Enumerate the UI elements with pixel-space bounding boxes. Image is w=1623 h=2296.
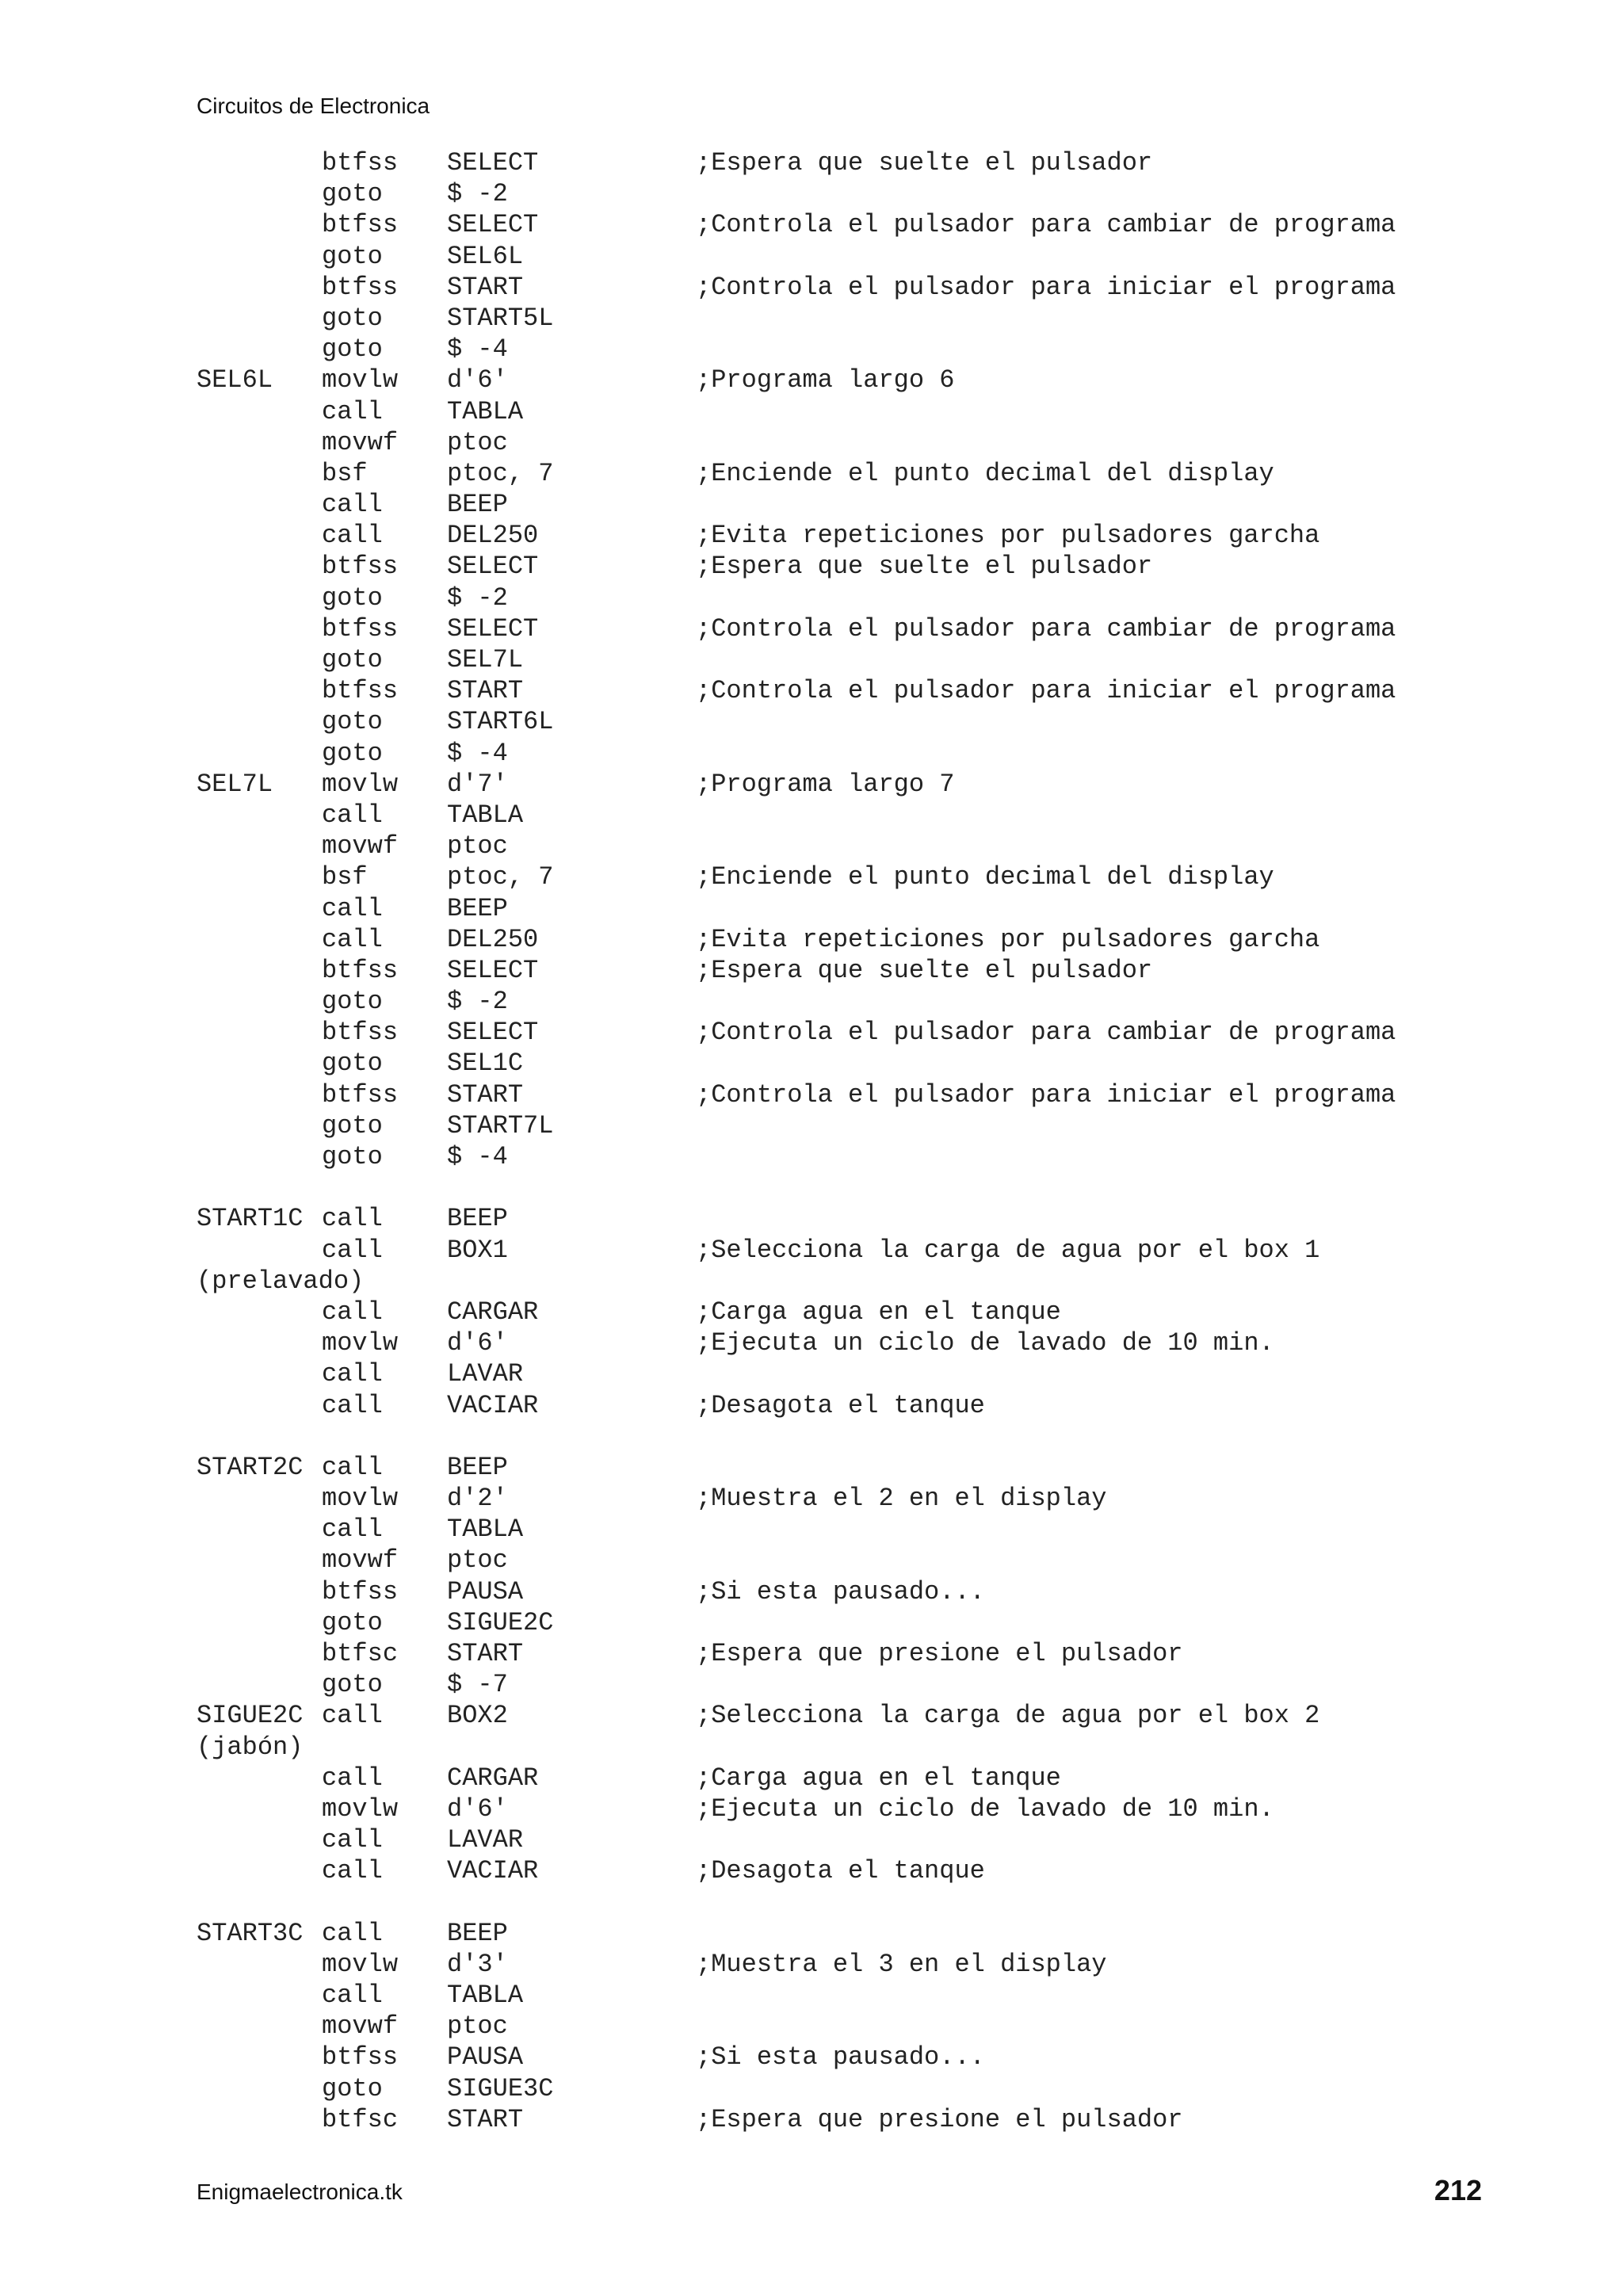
code-line [197, 986, 1512, 1017]
code-label [197, 1669, 322, 1700]
code-label [197, 1980, 322, 2011]
code-comment: ;Programa largo 6 [696, 365, 955, 395]
code-operand: START6L [447, 707, 554, 737]
code-mnemonic: btfss [322, 2042, 399, 2073]
code-operand: BEEP [447, 1918, 508, 1948]
code-line [197, 209, 1512, 240]
code-label [197, 1514, 322, 1545]
code-mnemonic: goto [322, 707, 383, 737]
code-label [197, 1576, 322, 1607]
code-line [197, 675, 1512, 706]
code-mnemonic: call [322, 1390, 383, 1420]
code-line [197, 1607, 1512, 1638]
code-operand: $ -4 [447, 334, 508, 365]
code-mnemonic: goto [322, 583, 383, 613]
code-label [197, 1545, 322, 1576]
code-comment: ;Espera que suelte el pulsador [696, 148, 1153, 178]
code-operand: START7L [447, 1110, 554, 1140]
code-mnemonic: call [322, 1981, 383, 2011]
code-label [197, 1297, 322, 1328]
code-operand: START [447, 1639, 524, 1668]
code-operand: $ -2 [447, 179, 508, 209]
code-label: START2C [197, 1452, 304, 1482]
code-mnemonic: btfss [322, 1079, 399, 1110]
code-comment: ;Espera que suelte el pulsador [696, 955, 1153, 985]
code-label [197, 1483, 322, 1514]
code-label [197, 1235, 322, 1266]
code-label [197, 1328, 322, 1358]
code-label [197, 1048, 322, 1079]
code-operand: SEL7L [447, 645, 524, 674]
code-operand: SELECT [447, 210, 539, 240]
code-comment: ;Selecciona la carga de agua por el box 2 [696, 1701, 1320, 1731]
code-operand: DEL250 [447, 521, 539, 551]
code-mnemonic: btfss [322, 148, 399, 178]
code-label [197, 209, 322, 240]
code-continuation: (prelavado) [197, 1266, 365, 1296]
code-mnemonic: movlw [322, 1484, 399, 1514]
code-comment: ;Enciende el punto decimal del display [696, 862, 1274, 892]
code-comment: ;Enciende el punto decimal del display [696, 458, 1274, 488]
code-label [197, 1887, 322, 1918]
code-mnemonic: goto [322, 738, 383, 768]
code-line [197, 1017, 1512, 1048]
code-operand: PAUSA [447, 1576, 524, 1606]
code-comment: ;Controla el pulsador para cambiar de programa [696, 210, 1396, 240]
code-line [197, 2073, 1512, 2104]
code-label [197, 334, 322, 365]
code-line [197, 303, 1512, 334]
code-operand: ptoc [447, 2011, 508, 2042]
footer-site: Enigmaelectronica.tk [197, 2179, 403, 2204]
code-label [197, 738, 322, 769]
code-operand: SELECT [447, 955, 539, 985]
code-label [197, 551, 322, 582]
code-label [197, 1079, 322, 1110]
code-line [197, 1141, 1512, 1172]
code-operand: TABLA [447, 1981, 524, 2011]
code-mnemonic: goto [322, 1110, 383, 1140]
code-comment: ;Ejecuta un ciclo de lavado de 10 min. [696, 1794, 1274, 1824]
code-operand: START5L [447, 303, 554, 333]
code-label [197, 1763, 322, 1794]
code-label [197, 1421, 322, 1452]
code-operand: $ -4 [447, 738, 508, 768]
code-mnemonic: goto [322, 1049, 383, 1079]
code-line [197, 1669, 1512, 1700]
code-listing [197, 147, 1512, 2135]
code-label [197, 706, 322, 737]
code-line [197, 924, 1512, 955]
code-line [197, 706, 1512, 737]
code-label [197, 396, 322, 427]
code-mnemonic: call [322, 1204, 383, 1234]
code-line [197, 1328, 1512, 1358]
code-comment: ;Muestra el 3 en el display [696, 1949, 1107, 1979]
code-line [197, 1266, 1512, 1297]
code-line [197, 1235, 1512, 1266]
code-label [197, 178, 322, 209]
code-operand: CARGAR [447, 1297, 539, 1327]
code-line [197, 396, 1512, 427]
code-label [197, 1855, 322, 1886]
code-label [197, 2042, 322, 2073]
code-operand: ptoc [447, 1545, 508, 1576]
code-label [197, 2011, 322, 2042]
code-line [197, 520, 1512, 551]
code-mnemonic [322, 1887, 447, 1918]
code-operand: $ -4 [447, 1142, 508, 1171]
code-comment: ;Controla el pulsador para cambiar de programa [696, 1018, 1396, 1048]
code-operand: SELECT [447, 1018, 539, 1048]
code-label [197, 489, 322, 520]
code-comment: ;Controla el pulsador para iniciar el programa [696, 676, 1396, 706]
code-mnemonic: btfsc [322, 2104, 399, 2134]
code-label [197, 675, 322, 706]
code-mnemonic: btfss [322, 955, 399, 985]
code-mnemonic: call [322, 800, 383, 830]
code-mnemonic: goto [322, 1607, 383, 1637]
code-operand: d'2' [447, 1484, 508, 1514]
code-comment: ;Si esta pausado... [696, 2042, 985, 2073]
code-operand [447, 1421, 696, 1452]
code-line [197, 2104, 1512, 2135]
code-line [197, 1949, 1512, 1980]
code-mnemonic: goto [322, 241, 383, 271]
code-label [197, 2073, 322, 2104]
code-label [197, 427, 322, 458]
code-mnemonic: btfss [322, 613, 399, 644]
code-operand: $ -2 [447, 987, 508, 1017]
code-mnemonic: call [322, 1918, 383, 1948]
code-comment: ;Carga agua en el tanque [696, 1763, 1061, 1793]
code-operand: BEEP [447, 490, 508, 520]
code-line [197, 1763, 1512, 1794]
code-line [197, 147, 1512, 178]
code-mnemonic: btfsc [322, 1639, 399, 1668]
code-line [197, 1824, 1512, 1855]
code-label [197, 644, 322, 675]
code-comment: ;Espera que suelte el pulsador [696, 552, 1153, 582]
code-label: START1C [197, 1204, 304, 1234]
code-mnemonic: btfss [322, 552, 399, 582]
code-mnemonic: goto [322, 303, 383, 333]
code-comment: ;Carga agua en el tanque [696, 1297, 1061, 1327]
code-line [197, 334, 1512, 365]
code-line [197, 1203, 1512, 1234]
code-label [197, 1172, 322, 1203]
code-mnemonic: call [322, 521, 383, 551]
code-comment: ;Espera que presione el pulsador [696, 2104, 1183, 2134]
code-operand: VACIAR [447, 1856, 539, 1886]
code-operand: ptoc [447, 831, 508, 861]
code-comment: ;Muestra el 2 en el display [696, 1484, 1107, 1514]
code-mnemonic: movlw [322, 1328, 399, 1358]
code-operand: $ -2 [447, 583, 508, 613]
code-mnemonic: call [322, 1856, 383, 1886]
code-line [197, 1887, 1512, 1918]
code-operand: SIGUE3C [447, 2073, 554, 2103]
code-line [197, 1700, 1512, 1731]
code-mnemonic: call [322, 1763, 383, 1793]
code-mnemonic: goto [322, 987, 383, 1017]
code-comment: ;Desagota el tanque [696, 1856, 985, 1886]
code-line [197, 2011, 1512, 2042]
code-comment: ;Evita repeticiones por pulsadores garcha [696, 521, 1320, 551]
code-mnemonic: bsf [322, 458, 368, 488]
code-operand: d'6' [447, 1328, 508, 1358]
code-continuation: (jabón) [197, 1732, 304, 1762]
code-operand: $ -7 [447, 1670, 508, 1700]
code-label [197, 1638, 322, 1669]
code-line [197, 955, 1512, 986]
code-mnemonic: call [322, 396, 383, 426]
code-label [197, 520, 322, 551]
code-line [197, 1079, 1512, 1110]
code-label [197, 893, 322, 924]
code-mnemonic: movwf [322, 831, 399, 861]
code-line [197, 1390, 1512, 1421]
code-operand: LAVAR [447, 1359, 524, 1389]
code-line [197, 1980, 1512, 2011]
code-line [197, 831, 1512, 861]
code-mnemonic: call [322, 924, 383, 954]
code-label [197, 831, 322, 861]
code-line [197, 1514, 1512, 1545]
code-line [197, 644, 1512, 675]
code-label: SEL7L [197, 769, 273, 799]
page-header: Circuitos de Electronica [197, 94, 430, 118]
code-line [197, 1918, 1512, 1949]
code-line [197, 1855, 1512, 1886]
code-operand: CARGAR [447, 1763, 539, 1793]
code-label [197, 1794, 322, 1824]
code-label [197, 458, 322, 489]
code-line [197, 551, 1512, 582]
code-label [197, 955, 322, 986]
code-operand: SELECT [447, 552, 539, 582]
code-line [197, 1110, 1512, 1141]
code-operand: d'7' [447, 769, 508, 799]
code-label [197, 241, 322, 272]
code-operand: START [447, 1079, 524, 1110]
code-label: SEL6L [197, 365, 273, 395]
code-mnemonic: bsf [322, 862, 368, 892]
code-mnemonic: movlw [322, 1794, 399, 1824]
code-mnemonic: movlw [322, 1949, 399, 1979]
code-operand: START [447, 2104, 524, 2134]
code-mnemonic: goto [322, 2073, 383, 2103]
code-line [197, 1297, 1512, 1328]
code-line [197, 1421, 1512, 1452]
code-operand [447, 1172, 696, 1203]
code-operand: BEEP [447, 893, 508, 923]
code-operand: TABLA [447, 396, 524, 426]
code-comment: ;Si esta pausado... [696, 1576, 985, 1606]
code-line [197, 1452, 1512, 1483]
code-line [197, 1794, 1512, 1824]
code-line [197, 2042, 1512, 2073]
code-line [197, 800, 1512, 831]
code-label [197, 147, 322, 178]
code-label [197, 1607, 322, 1638]
code-line [197, 1638, 1512, 1669]
code-mnemonic [322, 1172, 447, 1203]
code-label [197, 583, 322, 613]
code-mnemonic: movwf [322, 2011, 399, 2042]
code-mnemonic: btfss [322, 272, 399, 302]
code-operand: BOX1 [447, 1235, 508, 1265]
code-mnemonic: goto [322, 1670, 383, 1700]
code-operand: d'6' [447, 365, 508, 395]
code-mnemonic: goto [322, 334, 383, 365]
code-operand: SELECT [447, 613, 539, 644]
page-number: 212 [1434, 2174, 1482, 2206]
code-label: SIGUE2C [197, 1701, 304, 1731]
code-label: START3C [197, 1918, 304, 1948]
code-line [197, 489, 1512, 520]
code-line [197, 1483, 1512, 1514]
code-label [197, 303, 322, 334]
code-label [197, 1141, 322, 1172]
code-mnemonic: btfss [322, 1018, 399, 1048]
code-mnemonic: call [322, 1515, 383, 1545]
code-comment: ;Espera que presione el pulsador [696, 1639, 1183, 1668]
code-comment: ;Ejecuta un ciclo de lavado de 10 min. [696, 1328, 1274, 1358]
code-comment: ;Programa largo 7 [696, 769, 955, 799]
code-operand: d'3' [447, 1949, 508, 1979]
code-comment: ;Evita repeticiones por pulsadores garcha [696, 924, 1320, 954]
code-mnemonic: goto [322, 645, 383, 674]
code-operand: ptoc, 7 [447, 458, 554, 488]
code-label [197, 1390, 322, 1421]
code-line [197, 769, 1512, 800]
code-mnemonic: movlw [322, 365, 399, 395]
code-line [197, 861, 1512, 892]
code-line [197, 1358, 1512, 1389]
code-label [197, 986, 322, 1017]
code-mnemonic: call [322, 1297, 383, 1327]
code-operand: SIGUE2C [447, 1607, 554, 1637]
code-line [197, 241, 1512, 272]
code-mnemonic: movwf [322, 427, 399, 457]
code-line [197, 613, 1512, 644]
code-mnemonic: call [322, 1825, 383, 1855]
code-line [197, 738, 1512, 769]
code-mnemonic [322, 1421, 447, 1452]
code-mnemonic: btfss [322, 676, 399, 706]
code-line [197, 458, 1512, 489]
code-operand: BEEP [447, 1204, 508, 1234]
code-label [197, 1017, 322, 1048]
code-mnemonic: call [322, 1235, 383, 1265]
code-label [197, 272, 322, 303]
code-line [197, 1545, 1512, 1576]
code-operand: TABLA [447, 1515, 524, 1545]
code-line [197, 893, 1512, 924]
code-operand: PAUSA [447, 2042, 524, 2073]
code-label [197, 1358, 322, 1389]
code-mnemonic: btfss [322, 1576, 399, 1606]
code-line [197, 583, 1512, 613]
code-mnemonic: movwf [322, 1545, 399, 1576]
code-mnemonic: call [322, 893, 383, 923]
code-operand: START [447, 272, 524, 302]
code-label [197, 861, 322, 892]
code-label [197, 1110, 322, 1141]
code-mnemonic: call [322, 1452, 383, 1482]
code-operand: TABLA [447, 800, 524, 830]
code-line [197, 1576, 1512, 1607]
code-operand: SELECT [447, 148, 539, 178]
code-operand: SEL6L [447, 241, 524, 271]
code-operand: d'6' [447, 1794, 508, 1824]
code-mnemonic: goto [322, 1142, 383, 1171]
code-label [197, 2104, 322, 2135]
code-label [197, 613, 322, 644]
code-operand: DEL250 [447, 924, 539, 954]
code-comment: ;Selecciona la carga de agua por el box 1 [696, 1235, 1320, 1265]
code-comment: ;Controla el pulsador para iniciar el programa [696, 272, 1396, 302]
code-operand: START [447, 676, 524, 706]
code-line [197, 427, 1512, 458]
code-operand: ptoc [447, 427, 508, 457]
code-line [197, 1732, 1512, 1763]
code-mnemonic: call [322, 490, 383, 520]
code-label [197, 1949, 322, 1980]
code-line [197, 1172, 1512, 1203]
code-operand: SEL1C [447, 1049, 524, 1079]
code-operand: BEEP [447, 1452, 508, 1482]
code-mnemonic: btfss [322, 210, 399, 240]
code-operand: LAVAR [447, 1825, 524, 1855]
code-line [197, 272, 1512, 303]
code-mnemonic: call [322, 1701, 383, 1731]
code-operand: ptoc, 7 [447, 862, 554, 892]
code-label [197, 1824, 322, 1855]
code-label [197, 924, 322, 955]
code-mnemonic: call [322, 1359, 383, 1389]
code-comment: ;Controla el pulsador para iniciar el programa [696, 1079, 1396, 1110]
code-line [197, 1048, 1512, 1079]
code-line [197, 178, 1512, 209]
code-comment: ;Desagota el tanque [696, 1390, 985, 1420]
code-label [197, 800, 322, 831]
code-comment: ;Controla el pulsador para cambiar de programa [696, 613, 1396, 644]
code-mnemonic: movlw [322, 769, 399, 799]
code-mnemonic: goto [322, 179, 383, 209]
code-operand: VACIAR [447, 1390, 539, 1420]
code-operand [447, 1887, 696, 1918]
code-operand: BOX2 [447, 1701, 508, 1731]
code-line [197, 365, 1512, 395]
